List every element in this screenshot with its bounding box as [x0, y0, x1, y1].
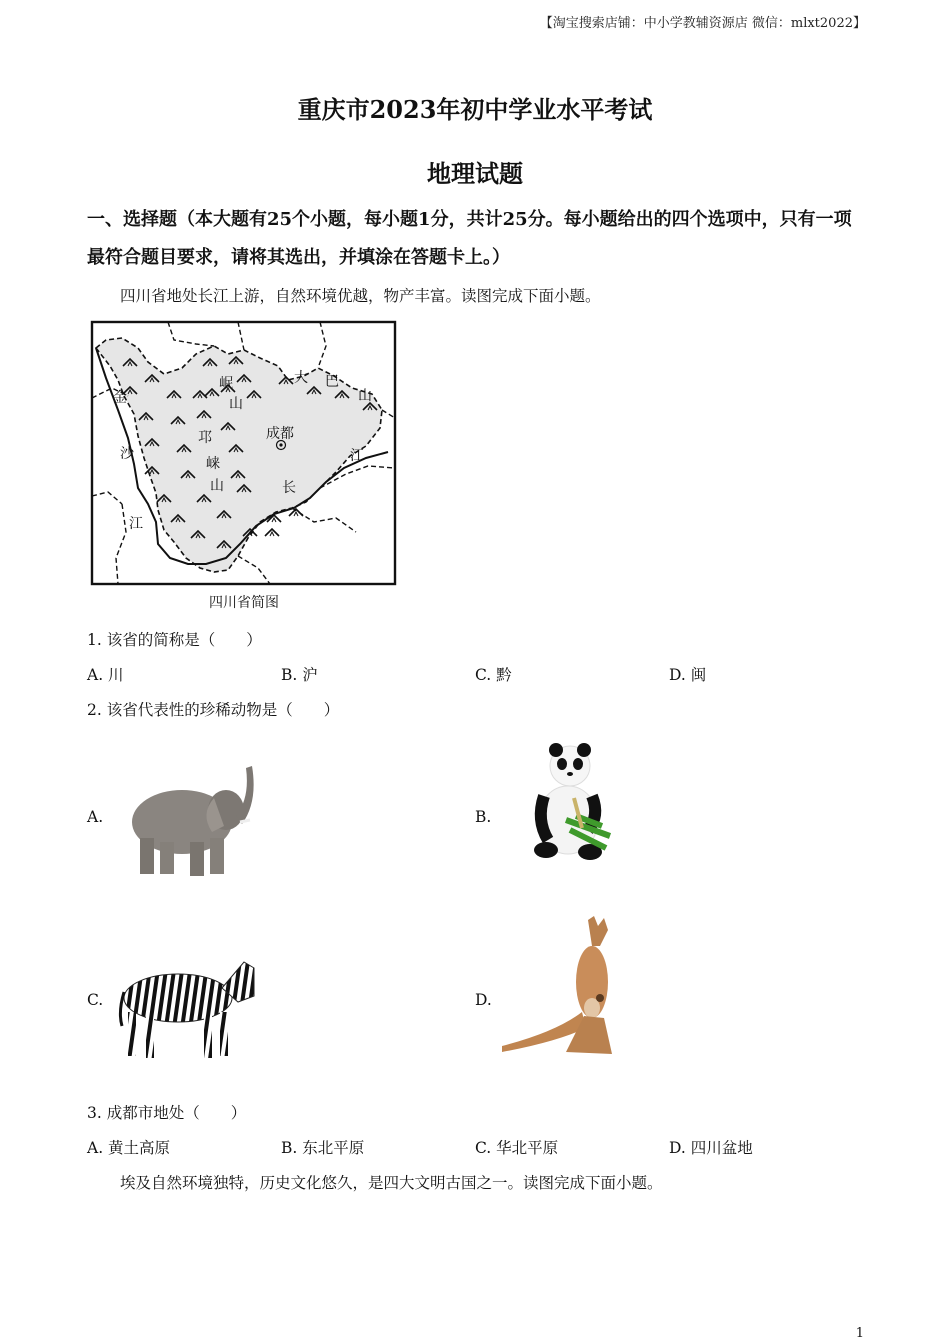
map-label-qiong: 邛 — [198, 430, 212, 446]
map-label-da: 大 — [294, 370, 308, 386]
q2-option-d-label[interactable]: D. — [475, 991, 492, 1009]
map-label-shan1: 山 — [229, 396, 243, 412]
map-label-jiang1: 江 — [129, 516, 143, 532]
map-label-chengdu: 成都 — [266, 426, 294, 442]
q1-stem: 1. 该省的简称是（ ） — [87, 631, 262, 649]
map-label-jiang2: 江 — [350, 448, 364, 464]
q2-option-a-label[interactable]: A. — [87, 808, 104, 826]
exam-title: 重庆市2023年初中学业水平考试 — [297, 95, 653, 124]
header-note: 【淘宝搜索店铺：中小学教辅资源店 微信：mlxt2022】 — [539, 16, 866, 31]
q3-option-a[interactable]: A. 黄土高原 — [87, 1139, 171, 1157]
map-label-shan2: 山 — [358, 388, 372, 404]
kangaroo-image[interactable] — [496, 912, 618, 1058]
map-label-lai: 崃 — [206, 456, 220, 472]
q2-stem: 2. 该省代表性的珍稀动物是（ ） — [87, 701, 340, 719]
intro-egypt: 埃及自然环境独特，历史文化悠久，是四大文明古国之一。读图完成下面小题。 — [120, 1174, 663, 1192]
q3-option-c[interactable]: C. 华北平原 — [475, 1139, 559, 1157]
q3-stem: 3. 成都市地处（ ） — [87, 1104, 247, 1122]
sichuan-map — [88, 318, 400, 588]
map-label-sha: 沙 — [120, 446, 134, 462]
q1-option-b[interactable]: B. 沪 — [281, 666, 318, 684]
map-label-min: 岷 — [219, 376, 233, 392]
q1-option-a[interactable]: A. 川 — [87, 666, 124, 684]
map-label-ba: 巴 — [325, 374, 339, 390]
page-number: 1 — [855, 1326, 864, 1341]
map-label-shan3: 山 — [210, 478, 224, 494]
q3-option-d[interactable]: D. 四川盆地 — [669, 1139, 753, 1157]
q1-option-c[interactable]: C. 黔 — [475, 666, 512, 684]
map-caption: 四川省简图 — [209, 595, 279, 611]
section-heading: 一、选择题（本大题有25个小题，每小题1分，共计25分。每小题给出的四个选项中，只有一项最符合题目要求，请将其选出，并填涂在答题卡上。） — [87, 209, 852, 268]
map-label-chang: 长 — [282, 480, 296, 496]
elephant-image[interactable] — [118, 758, 260, 882]
q1-option-d[interactable]: D. 闽 — [669, 666, 707, 684]
exam-subtitle: 地理试题 — [427, 159, 523, 188]
intro-sichuan: 四川省地处长江上游，自然环境优越，物产丰富。读图完成下面小题。 — [120, 287, 601, 305]
zebra-image[interactable] — [118, 952, 260, 1064]
panda-image[interactable] — [526, 740, 614, 866]
q2-option-b-label[interactable]: B. — [475, 808, 492, 826]
map-label-jin: 金 — [113, 390, 127, 406]
q2-option-c-label[interactable]: C. — [87, 991, 104, 1009]
q3-option-b[interactable]: B. 东北平原 — [281, 1139, 365, 1157]
